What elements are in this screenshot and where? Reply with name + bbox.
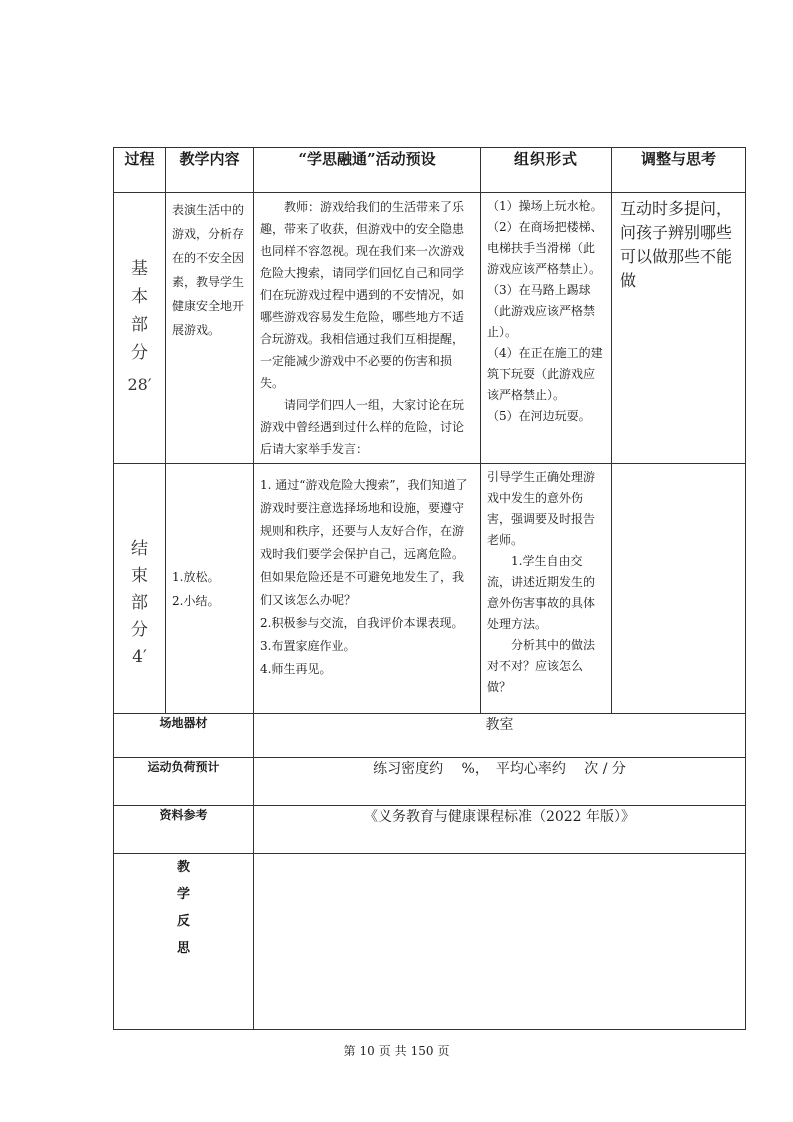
reference-row	[114, 806, 746, 854]
header-content: 教学内容	[166, 148, 254, 193]
ending-org-paragraph-2: 1.学生自由交流，讲述近期发生的意外伤害事故的具体处理方法。	[487, 554, 596, 631]
header-organization: 组织形式	[481, 148, 612, 193]
header-activity: “学思融通”活动预设	[254, 148, 481, 193]
ending-stage-char: 分	[131, 620, 148, 640]
ending-stage-char: 束	[131, 566, 148, 586]
ending-content-item: 2.小结。	[172, 593, 220, 608]
basic-content-text: 表演生活中的游戏，分析存在的不安全因素，教导学生健康安全地开展游戏。	[172, 203, 245, 337]
basic-content-cell	[166, 193, 254, 464]
ending-content-cell	[166, 464, 254, 714]
org-item: （2）在商场把楼梯、电梯扶手当滑梯（此游戏应该严格禁止）。	[487, 220, 603, 276]
ending-activity-item: 4.师生再见。	[260, 662, 332, 676]
venue-label: 场地器材	[114, 714, 254, 758]
ending-org-paragraph-3: 分析其中的做法对不对？应该怎么做？	[487, 638, 596, 694]
ending-activity-item: 1. 通过“游戏危险大搜索”，我们知道了游戏时要注意选择场地和设施，要遵守规则和秩序，还要与人友好合作，在游戏时我们要学会保护自己，远离危险。但如果危险还是不可避免地发生了，我们又该怎么办呢？	[260, 478, 468, 607]
ending-stage-char: 结	[131, 539, 148, 559]
handwritten-note: 互动时多提问，问孩子辨别哪些可以做那些不能做	[620, 199, 733, 290]
basic-section-row	[114, 193, 746, 464]
lesson-plan-table	[113, 147, 746, 1030]
ending-content-item: 1.放松。	[172, 569, 220, 584]
header-process: 过程	[114, 148, 166, 193]
load-value: 练习密度约 %， 平均心率约 次 / 分	[254, 758, 746, 806]
basic-stage-char: 本	[131, 287, 148, 307]
ending-activity-item: 3.布置家庭作业。	[260, 639, 356, 653]
ending-activity-item: 2.积极参与交流，自我评价本课表现。	[260, 616, 464, 630]
footer-page-number: 10	[359, 1044, 375, 1058]
basic-duration: 28′	[127, 375, 152, 394]
basic-adjust-cell	[612, 193, 746, 464]
ending-duration: 4′	[132, 647, 147, 667]
reference-label: 资料参考	[114, 806, 254, 854]
basic-stage-char: 分	[131, 343, 148, 363]
ending-adjust-cell	[612, 464, 746, 714]
reflection-char: 学	[176, 887, 190, 902]
footer-prefix: 第	[343, 1044, 356, 1058]
org-item: （5）在河边玩耍。	[487, 409, 591, 423]
ending-section-row	[114, 464, 746, 714]
reference-value: 《义务教育与健康课程标准（2022 年版）》	[254, 806, 746, 854]
reflection-char: 教	[176, 860, 190, 875]
org-item: （3）在马路上踢球（此游戏应该严格禁止）。	[487, 283, 596, 339]
venue-row	[114, 714, 746, 758]
header-adjust: 调整与思考	[612, 148, 746, 193]
footer-suffix: 页	[437, 1044, 450, 1058]
basic-activity-paragraph-2: 请同学们四人一组，大家讨论在玩游戏中曾经遇到过什么样的危险，讨论后请大家举手发言：	[260, 398, 465, 456]
load-row	[114, 758, 746, 806]
org-item: （1）操场上玩水枪。	[487, 199, 603, 213]
footer-middle: 页 共	[378, 1044, 407, 1058]
basic-stage-char: 基	[131, 259, 148, 279]
basic-activity-cell	[254, 193, 481, 464]
org-item: （4）在正在施工的建筑下玩耍（此游戏应该严格禁止）。	[487, 346, 603, 402]
venue-value: 教室	[254, 714, 746, 758]
basic-activity-paragraph-1: 教师：游戏给我们的生活带来了乐趣，带来了收获，但游戏中的安全隐患也同样不容忽视。现在我们来一次游戏危险大搜索，请同学们回忆自己和同学们在玩游戏过程中遇到的不安情况，如哪些游戏容易发生危险，哪些地方不适合玩游戏。我相信通过我们互相提醒，一定能减少游戏中不必要的伤害和损失。	[260, 200, 465, 390]
reflection-char: 反	[176, 914, 190, 929]
reflection-content	[254, 854, 746, 1030]
header-row	[114, 148, 746, 193]
reflection-row	[114, 854, 746, 1030]
reflection-label	[114, 854, 254, 1030]
ending-org-paragraph-1: 引导学生正确处理游戏中发生的意外伤害，强调要及时报告老师。	[487, 470, 596, 547]
ending-stage-cell	[114, 464, 166, 714]
ending-organization-cell	[481, 464, 612, 714]
ending-stage-char: 部	[131, 593, 148, 613]
basic-organization-cell	[481, 193, 612, 464]
footer-total-pages: 150	[410, 1044, 434, 1058]
load-label: 运动负荷预计	[114, 758, 254, 806]
ending-activity-cell	[254, 464, 481, 714]
page-footer	[0, 1042, 793, 1059]
reflection-char: 思	[176, 941, 190, 956]
basic-stage-char: 部	[131, 315, 148, 335]
basic-stage-cell	[114, 193, 166, 464]
